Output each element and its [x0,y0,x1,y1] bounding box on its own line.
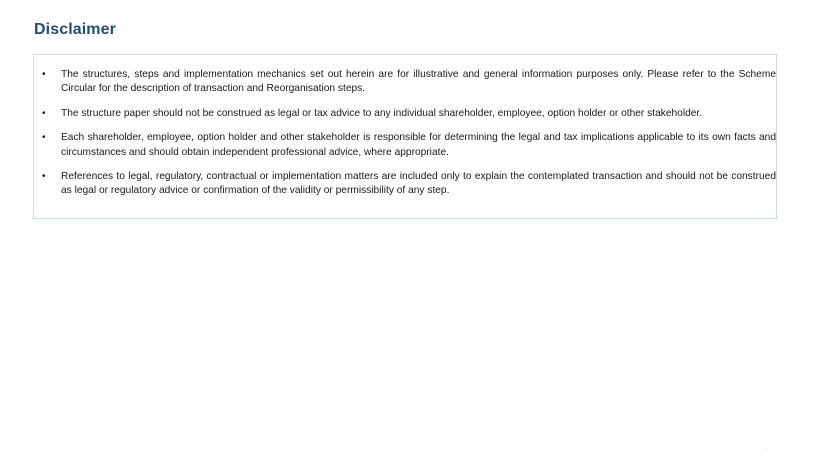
disclaimer-item [34,107,776,121]
disclaimer-item [34,68,776,97]
disclaimer-list [34,68,776,199]
disclaimer-text: The structures, steps and implementation mechanics set out herein are for illustrative and general information purposes only. Please refer to the Scheme Circular for the description of transaction and Reorganisation steps. [61,69,776,95]
bullet-marker: • [42,132,46,144]
page-title: Disclaimer [34,21,116,38]
disclaimer-item [34,131,776,160]
bullet-marker: • [42,171,46,183]
disclaimer-text: References to legal, regulatory, contractual or implementation matters are included only to explain the contemplated transaction and should not be construed as legal or regulatory advice or confirmation of the validity or permissibility of any step. [61,171,776,197]
disclaimer-text: The structure paper should not be construed as legal or tax advice to any individual shareholder, employee, option holder or other stakeholder. [61,107,703,119]
disclaimer-item [34,170,776,199]
bullet-marker: • [42,69,46,80]
disclaimer-box [33,54,777,219]
page-number: 1 [762,441,768,451]
disclaimer-text: Each shareholder, employee, option holder and other stakeholder is responsible for determining the legal and tax implications applicable to its own facts and circumstances and should obtain independent professional advice, where appropriate. [61,132,776,158]
bullet-marker: • [42,107,46,119]
